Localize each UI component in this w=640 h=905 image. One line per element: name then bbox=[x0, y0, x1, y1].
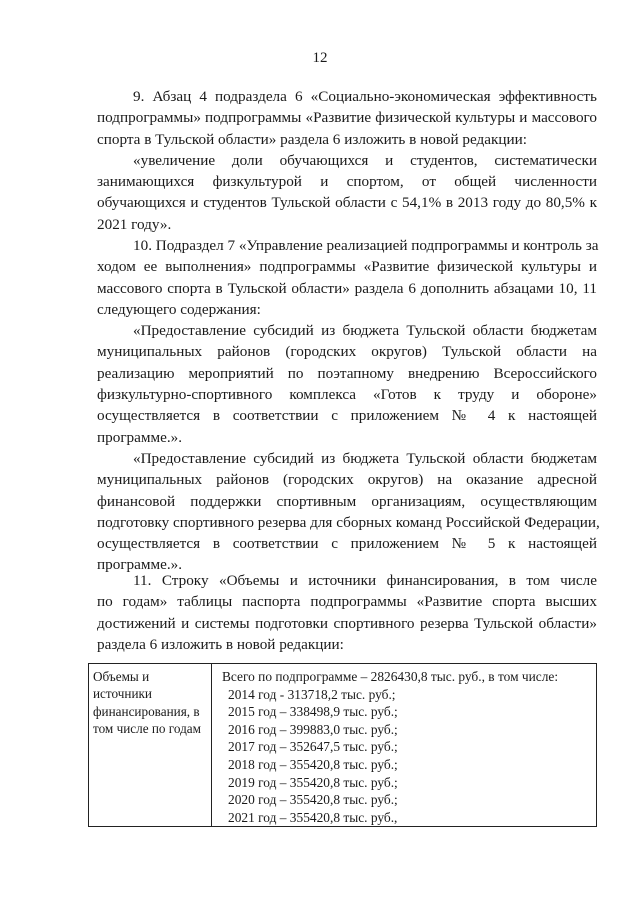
text-line: подготовку спортивного резерва для сборных команд Российской Федерации, bbox=[97, 513, 600, 531]
text-line: «увеличение доли обучающихся и студентов, систематически bbox=[133, 151, 597, 169]
text-line: осуществляется в соответствии с приложением № 4 к настоящей bbox=[97, 407, 597, 425]
text-line: занимающихся физкультурой и спортом, от общей численности bbox=[97, 173, 597, 191]
paragraph-11 bbox=[97, 570, 597, 655]
text-line: программе.». bbox=[97, 556, 183, 574]
text-line: реализацию мероприятий по поэтапному внедрению Всероссийского bbox=[97, 364, 597, 382]
table-label-cell bbox=[89, 664, 212, 827]
financing-year-2018: 2018 год – 355420,8 тыс. руб.; bbox=[228, 756, 398, 772]
text-line: муниципальных районов (городских округов) Тульской области на bbox=[97, 343, 597, 361]
financing-year-2014: 2014 год - 313718,2 тыс. руб.; bbox=[228, 686, 396, 702]
financing-table bbox=[88, 663, 597, 827]
text-line: финансовой поддержки спортивным организациям, осуществляющим bbox=[97, 492, 597, 510]
text-line: обучающихся и студентов Тульской области с 54,1% в 2013 году до 80,5% к bbox=[97, 194, 597, 212]
text-line: достижений и системы подготовки спортивного резерва Тульской области» bbox=[97, 614, 597, 632]
financing-year-2020: 2020 год – 355420,8 тыс. руб.; bbox=[228, 792, 398, 808]
text-line: «Предоставление субсидий из бюджета Тульской области бюджетам bbox=[133, 322, 597, 340]
text-line: следующего содержания: bbox=[97, 300, 261, 318]
table-row bbox=[89, 664, 597, 827]
text-line: подпрограммы» подпрограммы «Развитие физической культуры и массового bbox=[97, 109, 597, 127]
financing-year-2021: 2021 год – 355420,8 тыс. руб., bbox=[228, 809, 398, 825]
label-line: Объемы и bbox=[93, 669, 150, 684]
label-line: источники bbox=[93, 686, 152, 702]
text-line: программе.». bbox=[97, 428, 183, 446]
financing-total: Всего по подпрограмме – 2826430,8 тыс. руб., в том числе: bbox=[222, 669, 559, 684]
text-line: 10. Подраздел 7 «Управление реализацией подпрограммы и контроль за bbox=[133, 237, 599, 254]
text-line: спорта в Тульской области» раздела 6 изложить в новой редакции: bbox=[97, 130, 527, 148]
financing-year-2016: 2016 год – 399883,0 тыс. руб.; bbox=[228, 721, 398, 737]
text-line: массового спорта в Тульской области» раздела 6 дополнить абзацами 10, 11 bbox=[97, 279, 597, 297]
text-line: 11. Строку «Объемы и источники финансирования, в том числе bbox=[133, 572, 597, 589]
text-line: физкультурно-спортивного комплекса «Готов к труду и обороне» bbox=[97, 386, 597, 404]
page-number: 12 bbox=[312, 50, 328, 66]
text-line: «Предоставление субсидий из бюджета Тульской области бюджетам bbox=[133, 449, 597, 467]
paragraph-9 bbox=[97, 86, 597, 235]
text-line: осуществляется в соответствии с приложением № 5 к настоящей bbox=[97, 535, 597, 553]
financing-year-2015: 2015 год – 338498,9 тыс. руб.; bbox=[228, 704, 398, 720]
paragraph-10 bbox=[97, 235, 600, 576]
text-line: раздела 6 изложить в новой редакции: bbox=[97, 635, 344, 653]
financing-year-2019: 2019 год – 355420,8 тыс. руб.; bbox=[228, 774, 398, 790]
text-line: ходом ее выполнения» подпрограммы «Развитие физической культуры и bbox=[97, 258, 597, 276]
text-line: 9. Абзац 4 подраздела 6 «Социально-экономическая эффективность bbox=[133, 88, 597, 105]
label-line: том числе по годам bbox=[93, 721, 201, 737]
text-line: по годам» таблицы паспорта подпрограммы «Развитие спорта высших bbox=[97, 593, 597, 611]
label-line: финансирования, в bbox=[93, 703, 200, 719]
text-line: муниципальных районов (городских округов) на оказание адресной bbox=[97, 471, 597, 489]
financing-year-2017: 2017 год – 352647,5 тыс. руб.; bbox=[228, 739, 398, 755]
table-values-cell bbox=[212, 664, 597, 827]
text-line: 2021 году». bbox=[97, 215, 172, 233]
